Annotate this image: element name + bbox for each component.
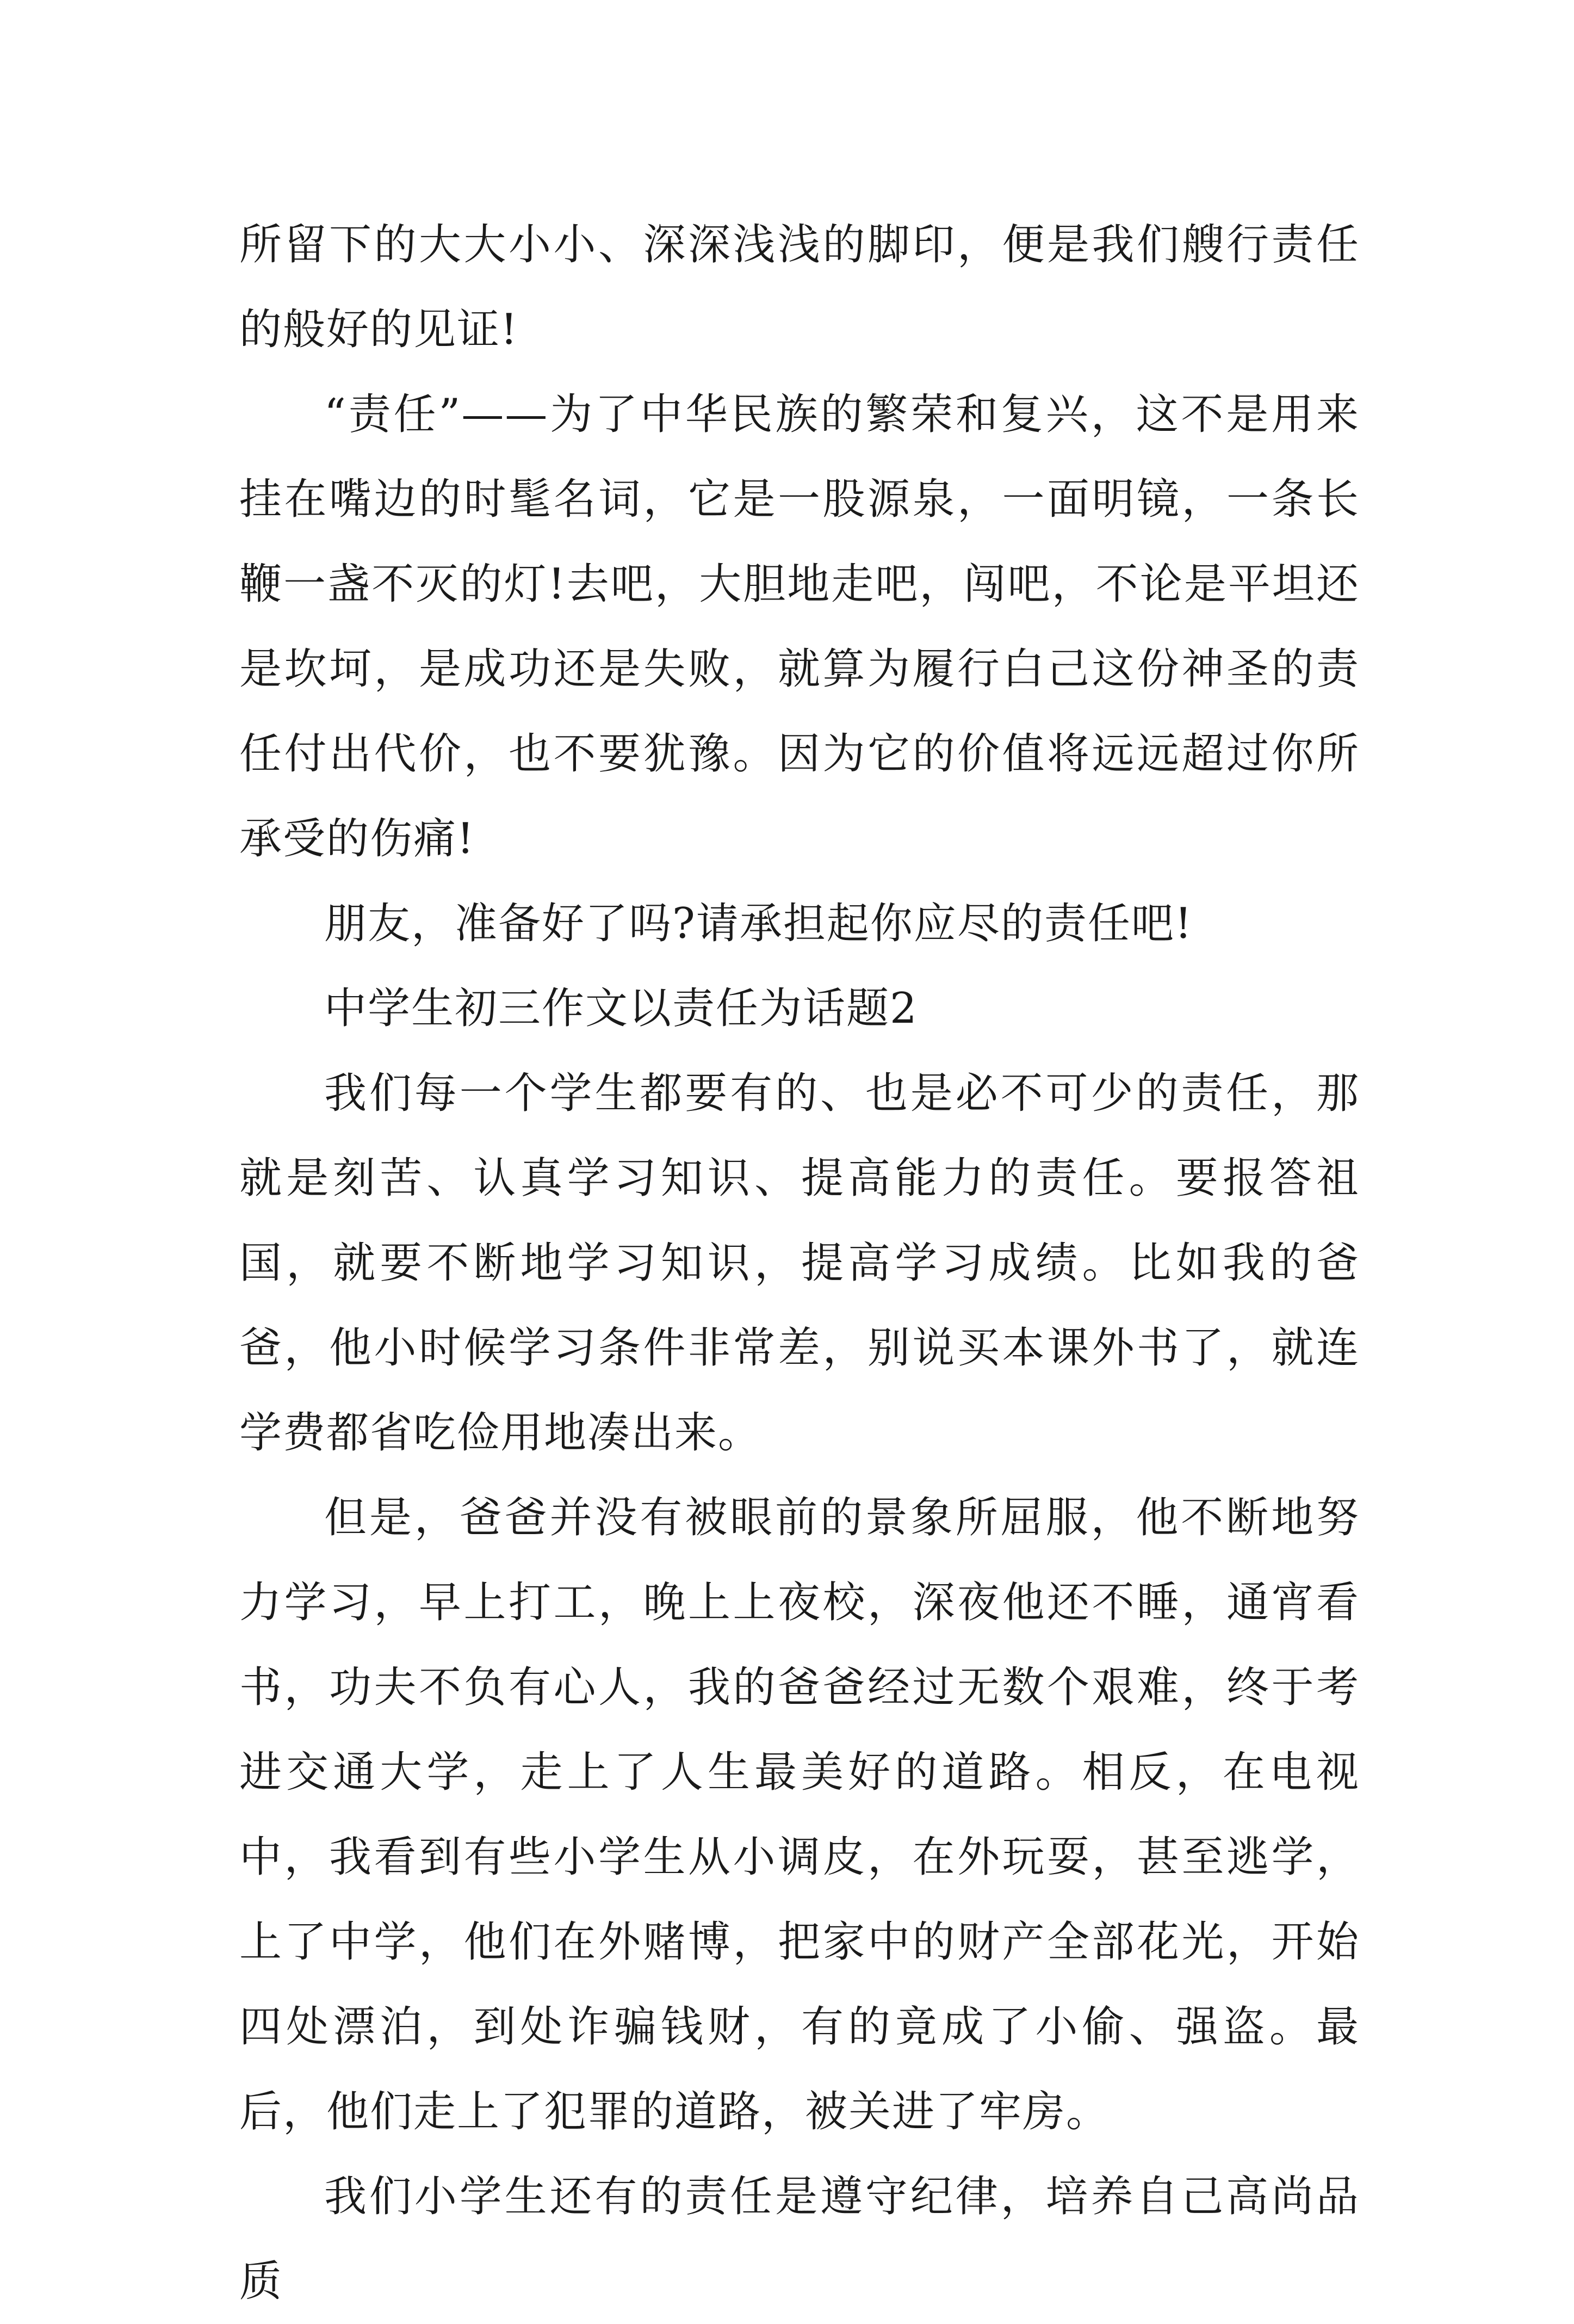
paragraph-study-duty: 我们每一个学生都要有的、也是必不可少的责任，那就是刻苦、认真学习知识、提高能力的责任。要报答祖国，就要不断地学习知识，提高学习成绩。比如我的爸爸，他小时候学习条件非常差，别说买本课外书了，就连学费都省吃俭用地凑出来。 (239, 1069, 1360, 1457)
paragraph-responsibility-quote: “责任”——为了中华民族的繁荣和复兴，这不是用来挂在嘴边的时髦名词，它是一股源泉，一面明镜，一条长鞭一盏不灭的灯!去吧，大胆地走吧，闯吧，不论是平坦还是坎坷，是成功还是失败，就算为履行白己这份神圣的责任付出代价，也不要犹豫。因为它的价值将远远超过你所承受的伤痛! (239, 390, 1360, 863)
paragraph-friend-call: 朋友，准备好了吗?请承担起你应尽的责任吧! (324, 899, 1193, 948)
essay-title-2: 中学生初三作文以责任为话题2 (324, 984, 918, 1033)
paragraph-discipline: 我们小学生还有的责任是遵守纪律，培养自己高尚品质 (239, 2172, 1360, 2306)
paragraph-continuation: 所留下的大大小小、深深浅浅的脚印，便是我们艘行责任的般好的见证! (239, 220, 1360, 354)
paragraph-father-story: 但是，爸爸并没有被眼前的景象所屈服，他不断地努力学习，早上打工，晚上上夜校，深夜他还不睡，通宵看书，功夫不负有心人，我的爸爸经过无数个艰难，终于考进交通大学，走上了人生最美好的道路。相反，在电视中，我看到有些小学生从小调皮，在外玩耍，甚至逃学，上了中学，他们在外赌博，把家中的财产全部花光，开始四处漂泊，到处诈骗钱财，有的竟成了小偷、强盗。最后，他们走上了犯罪的道路，被关进了牢房。 (239, 1493, 1360, 2136)
essay-body (239, 202, 1360, 2324)
